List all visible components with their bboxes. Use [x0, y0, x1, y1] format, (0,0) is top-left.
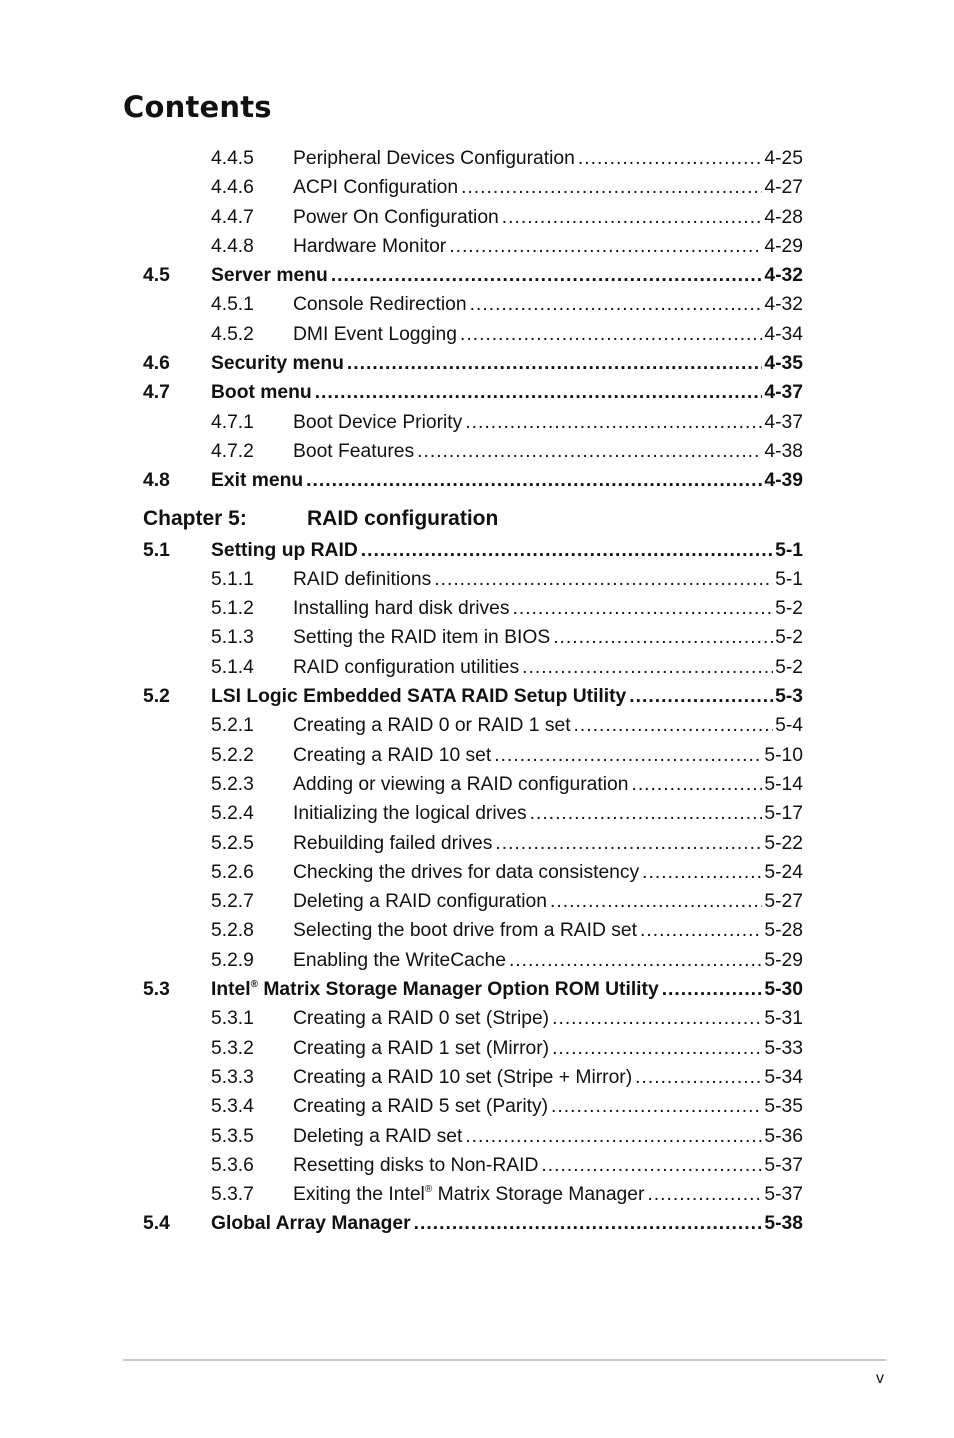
toc-subsection-entry[interactable] [0, 290, 954, 319]
entry-label [211, 261, 328, 290]
entry-label-text: Creating a RAID 10 set (Stripe + Mirror) [293, 1066, 633, 1088]
entry-text [293, 1092, 803, 1121]
entry-label [293, 946, 506, 975]
entry-label-text: Console Redirection [293, 294, 467, 316]
entry-number: 4.7 [143, 382, 170, 404]
registered-mark: ® [250, 979, 259, 991]
entry-text [211, 682, 803, 711]
entry-number: 5.1 [143, 539, 170, 561]
entry-label-text: Exit menu [211, 470, 304, 492]
entry-label-text: Hardware Monitor [293, 235, 447, 257]
toc-subsection-entry[interactable] [0, 203, 954, 232]
entry-number: 5.2.5 [211, 832, 254, 854]
entry-label [211, 349, 344, 378]
dot-leader [640, 916, 762, 945]
entry-page-number: 5-36 [764, 1125, 803, 1147]
dot-leader [509, 946, 762, 975]
entry-number: 5.2.6 [211, 861, 254, 883]
entry-text [293, 173, 803, 202]
entry-label-text: Boot menu [211, 382, 312, 404]
dot-leader [553, 623, 773, 652]
entry-number: 5.3 [143, 979, 170, 1001]
entry-number: 5.3.1 [211, 1008, 254, 1030]
entry-label-text: Creating a RAID 0 or RAID 1 set [293, 715, 571, 737]
entry-text [211, 378, 803, 407]
toc-subsection-entry[interactable] [0, 653, 954, 682]
toc-section-chapter-4 [0, 144, 954, 496]
entry-label-text: Creating a RAID 10 set [293, 744, 492, 766]
entry-label [211, 682, 626, 711]
entry-page-number: 5-1 [775, 539, 803, 561]
entry-text [211, 975, 803, 1004]
entry-label-text: Intel [211, 979, 251, 1001]
entry-number: 4.6 [143, 353, 170, 375]
entry-label [293, 1092, 548, 1121]
entry-page-number: 4-39 [764, 470, 803, 492]
dot-leader [461, 173, 762, 202]
dot-leader [647, 1180, 762, 1209]
toc-subsection-entry[interactable] [0, 916, 954, 945]
entry-label-text: Power On Configuration [293, 206, 499, 228]
entry-text [293, 711, 803, 740]
entry-label [211, 975, 659, 1004]
entry-text [293, 290, 803, 319]
dot-leader [512, 594, 773, 623]
toc-section-entry[interactable] [0, 975, 954, 1004]
entry-text [211, 466, 803, 495]
entry-page-number: 5-31 [764, 1008, 803, 1030]
entry-text [293, 799, 803, 828]
entry-number: 5.2.9 [211, 949, 254, 971]
entry-label [293, 565, 431, 594]
entry-text [293, 653, 803, 682]
entry-page-number: 5-14 [764, 773, 803, 795]
toc-subsection-entry[interactable] [0, 173, 954, 202]
toc-section-entry[interactable] [0, 378, 954, 407]
dot-leader [331, 261, 763, 290]
dot-leader [434, 565, 773, 594]
entry-page-number: 5-10 [764, 744, 803, 766]
entry-label-text: DMI Event Logging [293, 323, 457, 345]
entry-label [293, 408, 462, 437]
entry-number: 4.5.1 [211, 294, 254, 316]
entry-page-number: 5-2 [775, 598, 803, 620]
entry-label-text: Creating a RAID 1 set (Mirror) [293, 1037, 550, 1059]
entry-text [293, 829, 803, 858]
toc-subsection-entry[interactable] [0, 887, 954, 916]
entry-number: 5.1.2 [211, 598, 254, 620]
toc-subsection-entry[interactable] [0, 1151, 954, 1180]
entry-label-text: Boot Features [293, 440, 415, 462]
dot-leader [470, 290, 763, 319]
entry-page-number: 5-27 [764, 891, 803, 913]
entry-text [293, 1122, 803, 1151]
entry-label-text: Adding or viewing a RAID configuration [293, 773, 629, 795]
entry-page-number: 4-37 [764, 411, 803, 433]
dot-leader [460, 320, 762, 349]
entry-page-number: 5-3 [775, 686, 803, 708]
entry-text [293, 437, 803, 466]
dot-leader [635, 1063, 762, 1092]
entry-label-text: Checking the drives for data consistency [293, 861, 640, 883]
entry-label [293, 232, 446, 261]
entry-page-number: 4-25 [764, 148, 803, 169]
toc-subsection-entry[interactable] [0, 770, 954, 799]
entry-page-number: 5-17 [764, 803, 803, 825]
entry-label [293, 437, 414, 466]
registered-mark: ® [424, 1184, 433, 1196]
entry-page-number: 4-29 [764, 235, 803, 257]
entry-label-text: RAID definitions [293, 568, 432, 590]
toc-subsection-entry[interactable] [0, 711, 954, 740]
entry-text [293, 1004, 803, 1033]
entry-label-text: LSI Logic Embedded SATA RAID Setup Utility [211, 686, 627, 708]
toc-subsection-entry[interactable] [0, 437, 954, 466]
entry-number: 4.4.5 [211, 148, 254, 169]
dot-leader [642, 858, 762, 887]
dot-leader [541, 1151, 762, 1180]
dot-leader [550, 887, 762, 916]
entry-text [293, 1151, 803, 1180]
entry-number: 5.2.3 [211, 773, 254, 795]
entry-number: 5.2 [143, 686, 170, 708]
entry-number: 5.2.2 [211, 744, 254, 766]
dot-leader [494, 741, 762, 770]
toc-subsection-entry[interactable] [0, 623, 954, 652]
toc-subsection-entry[interactable] [0, 1034, 954, 1063]
entry-text [211, 261, 803, 290]
dot-leader [347, 349, 763, 378]
entry-text [293, 623, 803, 652]
toc-section-entry[interactable] [0, 1209, 954, 1238]
toc-subsection-entry[interactable] [0, 320, 954, 349]
entry-text [293, 408, 803, 437]
entry-label-text: Rebuilding failed drives [293, 832, 493, 854]
entry-label [293, 1151, 538, 1180]
dot-leader [530, 799, 763, 828]
entry-label-text: Security menu [211, 353, 344, 375]
entry-label [211, 378, 312, 407]
dot-leader [315, 378, 763, 407]
toc-subsection-entry[interactable] [0, 232, 954, 261]
entry-label-text: Deleting a RAID configuration [293, 891, 548, 913]
entry-page-number: 4-38 [764, 440, 803, 462]
entry-text [293, 858, 803, 887]
entry-label [293, 1180, 644, 1209]
toc-subsection-entry[interactable] [0, 1004, 954, 1033]
dot-leader [465, 1122, 762, 1151]
toc-subsection-entry[interactable] [0, 946, 954, 975]
entry-page-number: 5-2 [775, 656, 803, 678]
entry-page-number: 4-28 [764, 206, 803, 228]
dot-leader [361, 536, 773, 565]
entry-number: 5.3.5 [211, 1125, 254, 1147]
entry-text [293, 232, 803, 261]
table-of-contents [0, 144, 954, 1239]
entry-text [293, 594, 803, 623]
page-title: Contents [123, 90, 272, 124]
entry-label-text: Resetting disks to Non-RAID [293, 1154, 539, 1176]
entry-page-number: 4-32 [764, 294, 803, 316]
entry-label-text: Exiting the Intel [293, 1184, 425, 1206]
entry-label-text: Setting up RAID [211, 539, 358, 561]
toc-section-entry[interactable] [0, 466, 954, 495]
entry-page-number: 4-34 [764, 323, 803, 345]
chapter-number: Chapter 5: [143, 506, 247, 530]
entry-label-text: Creating a RAID 0 set (Stripe) [293, 1008, 550, 1030]
entry-label [293, 320, 457, 349]
entry-page-number: 5-34 [764, 1066, 803, 1088]
dot-leader [552, 1034, 762, 1063]
entry-label-text: Setting the RAID item in BIOS [293, 627, 551, 649]
toc-subsection-entry[interactable] [0, 144, 954, 173]
entry-text [293, 565, 803, 594]
entry-text [293, 887, 803, 916]
entry-label [293, 173, 458, 202]
entry-label-text: Deleting a RAID set [293, 1125, 463, 1147]
toc-subsection-entry[interactable] [0, 565, 954, 594]
entry-page-number: 4-27 [764, 177, 803, 199]
entry-label [293, 770, 628, 799]
entry-number: 4.7.1 [211, 411, 254, 433]
entry-text [211, 536, 803, 565]
entry-label [211, 466, 303, 495]
entry-number: 5.2.8 [211, 920, 254, 942]
entry-page-number: 5-2 [775, 627, 803, 649]
entry-text [293, 144, 803, 173]
dot-leader [574, 711, 774, 740]
toc-subsection-entry[interactable] [0, 1180, 954, 1209]
entry-number: 5.1.1 [211, 568, 254, 590]
entry-page-number: 5-37 [764, 1154, 803, 1176]
toc-section-chapter-5 [0, 536, 954, 1239]
entry-label [293, 711, 571, 740]
entry-number: 5.1.4 [211, 656, 254, 678]
entry-label [293, 594, 509, 623]
toc-section-entry[interactable] [0, 261, 954, 290]
entry-number: 4.8 [143, 470, 170, 492]
entry-number: 5.3.4 [211, 1096, 254, 1118]
entry-number: 4.4.6 [211, 177, 254, 199]
entry-text [293, 1180, 803, 1209]
entry-text [293, 916, 803, 945]
entry-page-number: 5-38 [764, 1213, 803, 1235]
entry-label [293, 203, 499, 232]
entry-page-number: 5-24 [764, 861, 803, 883]
entry-label [293, 1122, 462, 1151]
entry-label-text: Creating a RAID 5 set (Parity) [293, 1096, 549, 1118]
entry-label-text: Enabling the WriteCache [293, 949, 506, 971]
entry-label [293, 741, 491, 770]
entry-text [293, 1034, 803, 1063]
entry-number: 4.7.2 [211, 440, 254, 462]
dot-leader [417, 437, 762, 466]
entry-text [293, 203, 803, 232]
entry-page-number: 5-33 [764, 1037, 803, 1059]
entry-page-number: 4-32 [764, 265, 803, 287]
page-number: v [876, 1370, 884, 1387]
toc-section-entry[interactable] [0, 349, 954, 378]
entry-label [211, 536, 358, 565]
entry-label-text: Installing hard disk drives [293, 598, 510, 620]
entry-label [293, 916, 637, 945]
entry-number: 5.3.7 [211, 1184, 254, 1206]
dot-leader [495, 829, 762, 858]
entry-label [293, 144, 575, 173]
entry-label [211, 1209, 411, 1238]
entry-text [211, 1209, 803, 1238]
entry-page-number: 5-4 [775, 715, 803, 737]
dot-leader [502, 203, 763, 232]
entry-label [293, 1004, 549, 1033]
dot-leader [578, 144, 763, 173]
footer-divider [123, 1359, 886, 1361]
entry-page-number: 5-37 [764, 1184, 803, 1206]
entry-text [293, 1063, 803, 1092]
entry-number: 5.3.3 [211, 1066, 254, 1088]
entry-label-text: Selecting the boot drive from a RAID set [293, 920, 638, 942]
entry-label [293, 290, 467, 319]
entry-number: 4.4.7 [211, 206, 254, 228]
entry-label [293, 653, 519, 682]
toc-subsection-entry[interactable] [0, 858, 954, 887]
entry-page-number: 5-28 [764, 920, 803, 942]
entry-number: 4.5.2 [211, 323, 254, 345]
entry-page-number: 4-37 [764, 382, 803, 404]
entry-label [293, 887, 547, 916]
entry-label [293, 858, 639, 887]
toc-subsection-entry[interactable] [0, 1063, 954, 1092]
toc-subsection-entry[interactable] [0, 1122, 954, 1151]
entry-text [293, 770, 803, 799]
toc-subsection-entry[interactable] [0, 408, 954, 437]
entry-label-text: ACPI Configuration [293, 177, 459, 199]
entry-page-number: 5-30 [764, 979, 803, 1001]
entry-text [211, 349, 803, 378]
entry-number: 4.4.8 [211, 235, 254, 257]
entry-label [293, 623, 550, 652]
entry-label-text: Peripheral Devices Configuration [293, 148, 575, 169]
entry-text [293, 946, 803, 975]
entry-text [293, 741, 803, 770]
toc-subsection-entry[interactable] [0, 829, 954, 858]
entry-label-text: Server menu [211, 265, 328, 287]
entry-number: 5.3.2 [211, 1037, 254, 1059]
entry-number: 5.2.4 [211, 803, 254, 825]
entry-number: 5.1.3 [211, 627, 254, 649]
toc-subsection-entry[interactable] [0, 741, 954, 770]
entry-label-text-rest: Matrix Storage Manager Option ROM Utility [258, 979, 659, 1001]
dot-leader [631, 770, 762, 799]
entry-number: 5.4 [143, 1213, 170, 1235]
entry-number: 5.3.6 [211, 1154, 254, 1176]
dot-leader [465, 408, 762, 437]
toc-section-entry[interactable] [0, 682, 954, 711]
dot-leader [449, 232, 762, 261]
entry-label [293, 829, 492, 858]
entry-page-number: 5-1 [775, 568, 803, 590]
toc-subsection-entry[interactable] [0, 799, 954, 828]
entry-label [293, 1034, 549, 1063]
dot-leader [662, 975, 763, 1004]
entry-label-text: RAID configuration utilities [293, 656, 520, 678]
chapter-title: RAID configuration [307, 506, 499, 530]
entry-label-text: Initializing the logical drives [293, 803, 527, 825]
entry-number: 5.2.1 [211, 715, 254, 737]
toc-section-entry[interactable] [0, 536, 954, 565]
entry-label-text: Global Array Manager [211, 1213, 411, 1235]
entry-text [293, 320, 803, 349]
entry-label [293, 799, 527, 828]
entry-number: 5.2.7 [211, 891, 254, 913]
dot-leader [522, 653, 773, 682]
toc-subsection-entry[interactable] [0, 594, 954, 623]
entry-label-text: Boot Device Priority [293, 411, 463, 433]
entry-page-number: 5-22 [764, 832, 803, 854]
entry-page-number: 4-35 [764, 353, 803, 375]
dot-leader [414, 1209, 763, 1238]
entry-page-number: 5-35 [764, 1096, 803, 1118]
dot-leader [629, 682, 773, 711]
dot-leader [552, 1004, 762, 1033]
chapter-heading [0, 496, 954, 536]
entry-number: 4.5 [143, 265, 170, 287]
entry-label-text-rest: Matrix Storage Manager [432, 1184, 645, 1206]
dot-leader [551, 1092, 762, 1121]
entry-page-number: 5-29 [764, 949, 803, 971]
toc-subsection-entry[interactable] [0, 1092, 954, 1121]
dot-leader [306, 466, 762, 495]
entry-label [293, 1063, 632, 1092]
